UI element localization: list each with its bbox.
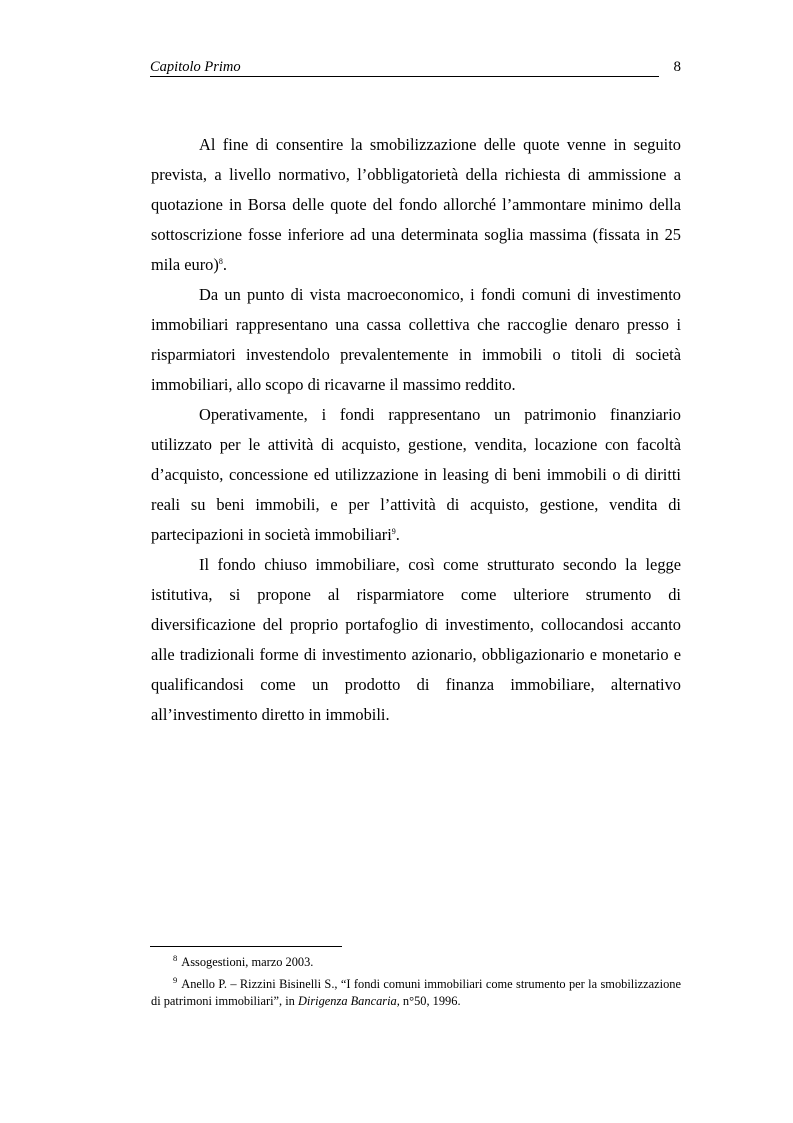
footnote-9-text: Anello P. – Rizzini Bisinelli S., “I fondi comuni immobiliari come strumento per la smobilizzazione di patrimoni immobiliari”, in (151, 977, 681, 1008)
footnote-9-tail: n°50, 1996. (399, 994, 461, 1008)
footnote-8-number: 8 (173, 953, 178, 963)
paragraph-3 (151, 400, 681, 550)
footnote-9 (151, 976, 681, 1010)
paragraph-3-text: Operativamente, i fondi rappresentano un patrimonio finanziario utilizzato per le attività di acquisto, gestione, vendita, locazione con facoltà d’acquisto, concessione ed utilizzazione in leasing di beni immobili o di diritti reali su beni immobili, e per l’attività di acquisto, gestione, vendita di partecipazioni in società immobiliari (151, 405, 681, 544)
footnote-8 (151, 954, 681, 971)
paragraph-2 (151, 280, 681, 400)
page-number: 8 (673, 59, 681, 75)
paragraph-4-text: Il fondo chiuso immobiliare, così come strutturato secondo la legge istitutiva, si propone al risparmiatore come ulteriore strumento di diversificazione del proprio portafoglio di investimento, collocandosi accanto alle tradizionali forme di investimento azionario, obbligazionario e monetario e qualificandosi come un prodotto di finanza immobiliare, alternativo all’investimento diretto in immobili. (151, 555, 681, 724)
paragraph-2-text: Da un punto di vista macroeconomico, i fondi comuni di investimento immobiliari rappresentano una cassa collettiva che raccoglie denaro presso i risparmiatori investendolo prevalentemente in immobili o titoli di società immobiliari, allo scopo di ricavarne il massimo reddito. (151, 285, 681, 394)
chapter-title: Capitolo Primo (150, 59, 241, 75)
paragraph-3-tail: . (395, 525, 400, 544)
footnotes (151, 954, 681, 1015)
footnote-ref-9[interactable]: 9 (391, 527, 396, 536)
page-header (150, 57, 681, 77)
footnote-separator (150, 946, 342, 947)
paragraph-1-text: Al fine di consentire la smobilizzazione delle quote venne in seguito prevista, a livello normativo, l’obbligatorietà della richiesta di ammissione a quotazione in Borsa delle quote del fondo allorché l’ammontare minimo della sottoscrizione fosse inferiore ad una determinata soglia massima (fissata in 25 mila euro) (151, 135, 681, 274)
footnote-ref-8[interactable]: 8 (218, 257, 223, 266)
footnote-9-journal: Dirigenza Bancaria, (297, 994, 400, 1008)
body-text (151, 130, 681, 730)
header-rule (150, 76, 659, 77)
paragraph-1-tail: . (222, 255, 227, 274)
footnote-8-text: Assogestioni, marzo 2003. (181, 955, 314, 969)
paragraph-1 (151, 130, 681, 280)
paragraph-4 (151, 550, 681, 730)
footnote-9-number: 9 (173, 975, 178, 985)
